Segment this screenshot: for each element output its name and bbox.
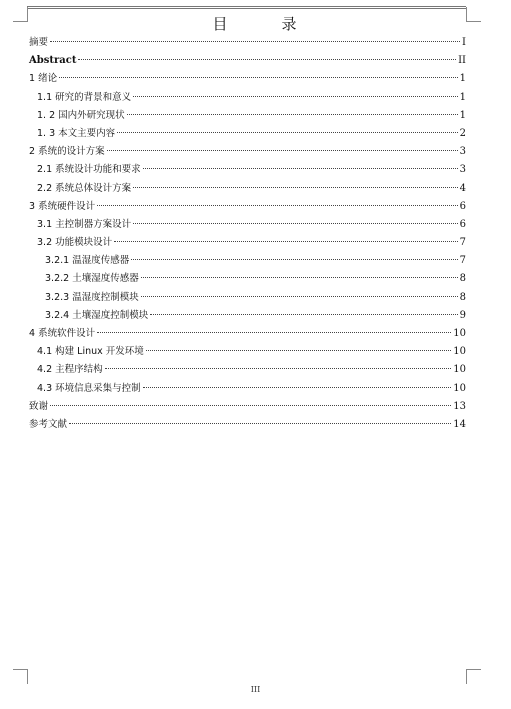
toc-entry-page: 14 xyxy=(453,418,466,430)
toc-entry-page: 1 xyxy=(459,109,466,121)
toc-leader-dots xyxy=(50,41,460,42)
toc-entry-page: 7 xyxy=(459,237,466,249)
toc-leader-dots xyxy=(133,187,457,188)
toc-leader-dots xyxy=(131,259,457,260)
toc-entry-title: 4.1 构建 Linux 开发环境 xyxy=(37,346,144,358)
toc-leader-dots xyxy=(50,405,451,406)
toc-entry-page: 7 xyxy=(459,255,466,267)
toc-entry[interactable] xyxy=(29,89,466,107)
toc-entry[interactable] xyxy=(29,289,466,307)
toc-leader-dots xyxy=(107,150,458,151)
toc-entry-title: 3.1 主控制器方案设计 xyxy=(37,218,132,230)
toc-entry[interactable] xyxy=(29,125,466,143)
toc-entry-title: 4 系统软件设计 xyxy=(29,328,96,339)
toc-entry-title: 2.2 系统总体设计方案 xyxy=(37,182,132,194)
page-title xyxy=(0,13,511,34)
toc-entry-page: 3 xyxy=(459,164,466,176)
toc-entry[interactable] xyxy=(29,398,466,416)
toc-leader-dots xyxy=(143,168,458,169)
toc-entry-title: 1. 2 国内外研究现状 xyxy=(37,109,125,121)
toc-leader-dots xyxy=(114,241,457,242)
toc-leader-dots xyxy=(69,423,451,424)
toc-leader-dots xyxy=(105,368,452,369)
toc-leader-dots xyxy=(133,223,457,224)
toc-entry-title: Abstract xyxy=(29,55,77,67)
toc-entry-page: 9 xyxy=(459,309,466,321)
toc-leader-dots xyxy=(127,114,458,115)
toc-entry[interactable] xyxy=(29,34,466,52)
toc-entry-title: 致谢 xyxy=(29,400,49,412)
toc-entry[interactable] xyxy=(29,107,466,125)
toc-leader-dots xyxy=(141,277,458,278)
toc-entry[interactable] xyxy=(29,161,466,179)
toc-entry[interactable] xyxy=(29,343,466,361)
crop-mark-bottom-left xyxy=(13,669,28,684)
toc-entry[interactable] xyxy=(29,143,466,161)
toc-entry-title: 1 绪论 xyxy=(29,73,58,85)
toc-entry-page: 13 xyxy=(453,400,466,412)
toc-leader-dots xyxy=(141,296,458,297)
toc-entry-page: 8 xyxy=(459,273,466,285)
toc-entry-page: 1 xyxy=(459,73,466,85)
toc-entry-page: 1 xyxy=(459,91,466,103)
toc-entry-page: 8 xyxy=(459,291,466,303)
toc-leader-dots xyxy=(146,350,452,351)
toc-entry-page: 10 xyxy=(453,328,466,339)
footer-page-number: III xyxy=(250,685,261,694)
crop-mark-bottom-right xyxy=(466,669,481,684)
toc-leader-dots xyxy=(143,387,452,388)
toc-entry-title: 摘要 xyxy=(29,37,49,48)
toc-entry[interactable] xyxy=(29,252,466,270)
toc-entry[interactable] xyxy=(29,52,466,70)
toc-entry-title: 1.1 研究的背景和意义 xyxy=(37,91,132,103)
toc-entry-page: 10 xyxy=(453,346,466,358)
toc-entry[interactable] xyxy=(29,234,466,252)
toc-entry[interactable] xyxy=(29,361,466,379)
toc-entry-title: 4.3 环境信息采集与控制 xyxy=(37,382,141,394)
toc-entry[interactable] xyxy=(29,416,466,434)
toc-entry-page: II xyxy=(458,55,466,67)
toc-leader-dots xyxy=(97,205,458,206)
header-rule xyxy=(27,0,466,9)
toc-leader-dots xyxy=(150,314,457,315)
toc-entry-title: 2 系统的设计方案 xyxy=(29,146,105,158)
toc-entry-page: 6 xyxy=(459,218,466,230)
toc-entry[interactable] xyxy=(29,307,466,325)
toc-entry-page: 4 xyxy=(459,182,466,194)
toc-entry[interactable] xyxy=(29,180,466,198)
table-of-contents xyxy=(29,34,466,434)
toc-entry-page: 6 xyxy=(459,200,466,212)
toc-entry-page: 10 xyxy=(453,382,466,394)
toc-entry-title: 3 系统硬件设计 xyxy=(29,200,96,212)
toc-leader-dots xyxy=(97,332,451,333)
toc-entry[interactable] xyxy=(29,270,466,288)
toc-entry[interactable] xyxy=(29,216,466,234)
toc-entry-title: 3.2.4 土壤湿度控制模块 xyxy=(45,309,149,321)
toc-leader-dots xyxy=(78,59,456,60)
toc-entry-title: 4.2 主程序结构 xyxy=(37,364,103,376)
toc-entry-title: 参考文献 xyxy=(29,418,68,430)
toc-entry[interactable] xyxy=(29,198,466,216)
toc-entry-title: 3.2.3 温湿度控制模块 xyxy=(45,291,139,303)
toc-entry-page: I xyxy=(462,37,466,48)
toc-entry[interactable] xyxy=(29,380,466,398)
toc-entry-page: 2 xyxy=(459,127,466,139)
title-char-2: 录 xyxy=(281,15,299,33)
toc-entry[interactable] xyxy=(29,70,466,88)
toc-entry-title: 2.1 系统设计功能和要求 xyxy=(37,164,141,176)
toc-leader-dots xyxy=(133,96,457,97)
toc-entry-title: 3.2 功能模块设计 xyxy=(37,237,113,249)
toc-entry-page: 10 xyxy=(453,364,466,376)
toc-entry-page: 3 xyxy=(459,146,466,158)
title-char-1: 目 xyxy=(212,15,230,33)
toc-entry-title: 3.2.2 土壤湿度传感器 xyxy=(45,273,139,285)
toc-entry-title: 1. 3 本文主要内容 xyxy=(37,127,116,139)
toc-entry[interactable] xyxy=(29,325,466,343)
toc-leader-dots xyxy=(59,77,458,78)
toc-entry-title: 3.2.1 温湿度传感器 xyxy=(45,255,130,267)
toc-leader-dots xyxy=(117,132,457,133)
